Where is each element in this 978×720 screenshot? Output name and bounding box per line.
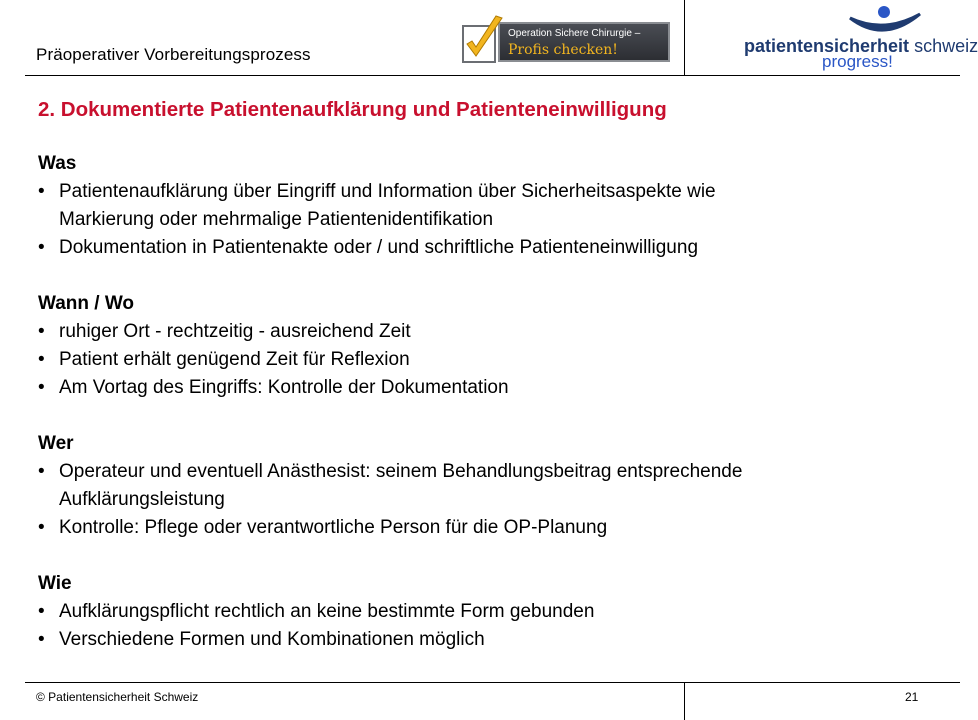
bullet-line: Aufklärungspflicht rechtlich an keine bestimmte Form gebunden — [59, 601, 595, 622]
bullet-item — [38, 374, 928, 402]
logo-sub: progress! — [822, 52, 893, 71]
header-divider-vertical — [684, 0, 685, 76]
operation-sichere-chirurgie-badge — [460, 14, 675, 68]
bullet-item — [38, 234, 928, 262]
footer-divider-vertical — [684, 683, 685, 720]
bullet-item — [38, 178, 928, 234]
bullet-line: ruhiger Ort - rechtzeitig - ausreichend Zeit — [59, 321, 411, 342]
header-title: Präoperativer Vorbereitungsprozess — [36, 45, 311, 64]
section-heading-wann-wo: Wann / Wo — [38, 293, 135, 314]
bullet-line: Am Vortag des Eingriffs: Kontrolle der Dokumentation — [59, 377, 509, 398]
bullet-line: Aufklärungsleistung — [59, 489, 225, 510]
logo-mark-icon — [848, 4, 922, 36]
bullet-item — [38, 458, 928, 514]
bullet-line: Patient erhält genügend Zeit für Reflexion — [59, 349, 410, 370]
bullet-item — [38, 346, 928, 374]
logo-brand-bold: patientensicherheit — [744, 36, 910, 56]
bullet-line: Operateur und eventuell Anästhesist: seinem Behandlungsbeitrag entsprechende — [59, 461, 743, 482]
bullet-line: Verschiedene Formen und Kombinationen möglich — [59, 629, 485, 650]
bullet-line: Markierung oder mehrmalige Patientenidentifikation — [59, 209, 494, 230]
header-divider — [25, 75, 960, 76]
bullet-item — [38, 598, 928, 626]
page-number: 21 — [905, 690, 919, 704]
bullet-line: Patientenaufklärung über Eingriff und Information über Sicherheitsaspekte wie — [59, 181, 716, 202]
section-heading-wie: Wie — [38, 573, 72, 594]
slide-title: 2. Dokumentierte Patientenaufklärung und Patienteneinwilligung — [38, 98, 667, 121]
bullet-item — [38, 318, 928, 346]
footer-copyright: © Patientensicherheit Schweiz — [36, 690, 199, 704]
bullet-item — [38, 626, 928, 654]
footer-divider — [25, 682, 960, 683]
badge-line2: Profis checken! — [508, 42, 618, 58]
badge-line1: Operation Sichere Chirurgie – — [508, 28, 641, 39]
checkmark-icon — [460, 14, 506, 68]
bullet-line: Dokumentation in Patientenakte oder / und schriftliche Patienteneinwilligung — [59, 237, 699, 258]
slide-content — [38, 150, 928, 654]
bullet-item — [38, 514, 928, 542]
section-heading-wer: Wer — [38, 433, 74, 454]
patientensicherheit-logo — [740, 0, 978, 74]
section-heading-was: Was — [38, 153, 77, 174]
bullet-line: Kontrolle: Pflege oder verantwortliche Person für die OP-Planung — [59, 517, 608, 538]
logo-brand-regular: schweiz — [914, 36, 978, 56]
